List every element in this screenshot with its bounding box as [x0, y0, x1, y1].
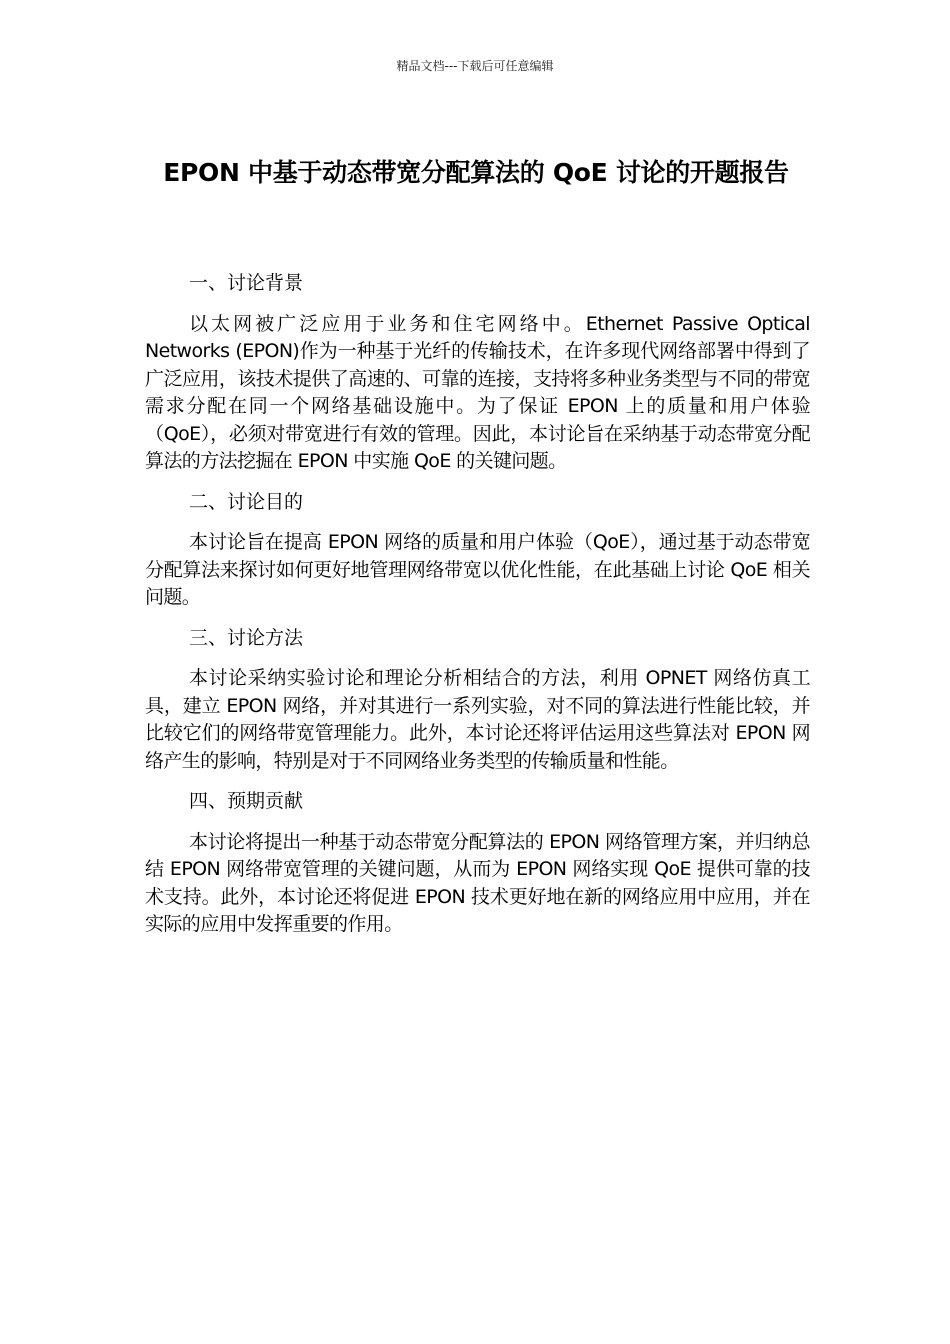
section-paragraph: 以太网被广泛应用于业务和住宅网络中。Ethernet Passive Optical Networks (EPON)作为一种基于光纤的传输技术，在许多现代网络部署中得到了广泛应用，该技术提供了高速的、可靠的连接，支持将多种业务类型与不同的带宽需求分配在同一个网络基础设施中。为了保证 EPON 上的质量和用户体验（QoE），必须对带宽进行有效的管理。因此，本讨论旨在采纳基于动态带宽分配算法的方法挖掘在 EPON 中实施 QoE 的关键问题。 — [145, 312, 810, 472]
section-heading: 一、讨论背景 — [189, 272, 304, 294]
section-paragraph: 本讨论采纳实验讨论和理论分析相结合的方法，利用 OPNET 网络仿真工具，建立 EPON 网络，并对其进行一系列实验，对不同的算法进行性能比较，并比较它们的网络带宽管理能力。此外，本讨论还将评估运用这些算法对 EPON 网络产生的影响，特别是对于不同网络业务类型的传输质量和性能。 — [145, 667, 810, 772]
document-title: EPON 中基于动态带宽分配算法的 QoE 讨论的开题报告 — [163, 157, 789, 187]
section-paragraph: 本讨论将提出一种基于动态带宽分配算法的 EPON 网络管理方案，并归纳总结 EPON 网络带宽管理的关键问题，从而为 EPON 网络实现 QoE 提供可靠的技术支持。此外，本讨论还将促进 EPON 技术更好地在新的网络应用中应用，并在实际的应用中发挥重要的作用。 — [145, 830, 810, 935]
document-body — [145, 270, 810, 952]
section-heading: 二、讨论目的 — [189, 490, 304, 513]
section-heading: 四、预期贡献 — [189, 790, 304, 812]
section-heading: 三、讨论方法 — [189, 626, 304, 649]
section-paragraph: 本讨论旨在提高 EPON 网络的质量和用户体验（QoE），通过基于动态带宽分配算法来探讨如何更好地管理网络带宽以优化性能，在此基础上讨论 QoE 相关问题。 — [145, 531, 810, 608]
page-header-note: 精品文档---下载后可任意编辑 — [396, 59, 554, 73]
section-background — [145, 270, 810, 476]
section-purpose — [145, 489, 810, 612]
section-method — [145, 625, 810, 776]
section-contribution — [145, 788, 810, 939]
